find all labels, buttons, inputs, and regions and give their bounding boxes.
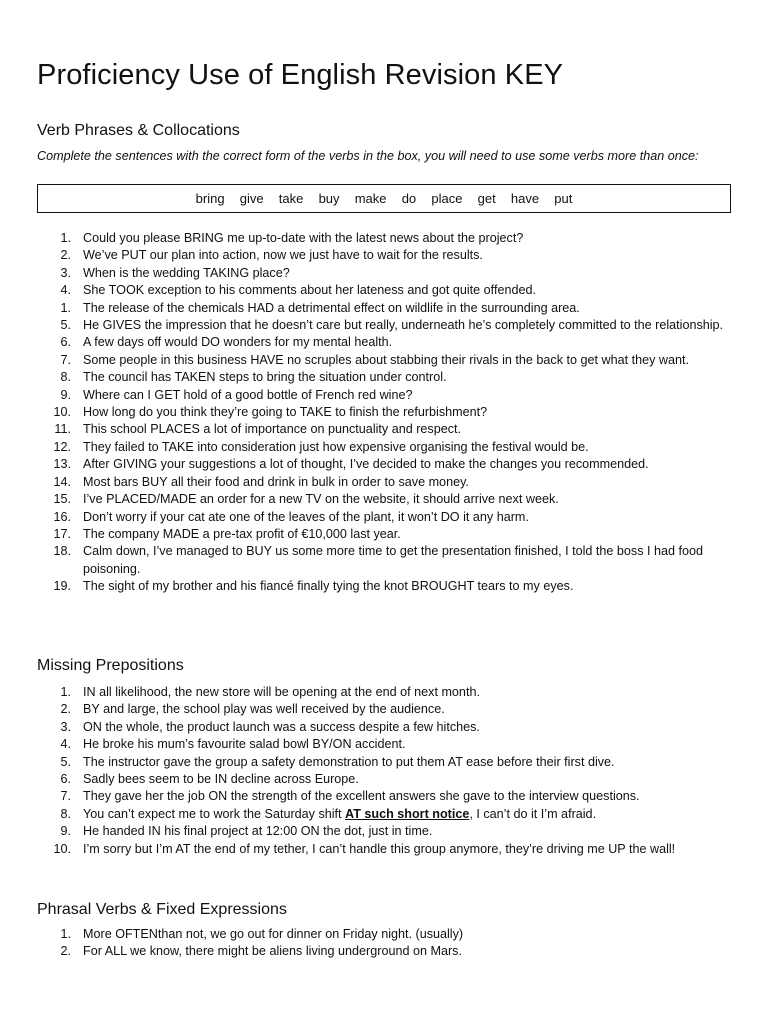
item-text: The company MADE a pre-tax profit of €10,000 last year.: [83, 526, 401, 541]
verb-phrases-list: [37, 230, 737, 596]
item-number: 1.: [60, 927, 71, 941]
item-text: A few days off would DO wonders for my mental health.: [83, 335, 393, 350]
list-item: [37, 771, 737, 788]
list-item: [37, 247, 737, 264]
item-number: 9.: [60, 824, 71, 839]
list-item: [37, 926, 737, 943]
word-box-item: get: [477, 191, 496, 206]
item-text-emphasis: AT such short notice: [345, 806, 470, 821]
word-box-item: bring: [195, 191, 225, 206]
word-box-item: put: [554, 191, 573, 206]
list-item: [37, 684, 737, 701]
instructions-text: Complete the sentences with the correct form of the verbs in the box, you will need to use some verbs more than once:: [37, 149, 699, 163]
item-number: 3.: [60, 719, 71, 734]
item-text: The instructor gave the group a safety demonstration to put them AT ease before their first dive.: [83, 754, 615, 769]
list-item: [37, 823, 737, 840]
item-text: ON the whole, the product launch was a success despite a few hitches.: [83, 719, 480, 734]
item-text: BY and large, the school play was well received by the audience.: [83, 702, 445, 717]
item-number: 4.: [60, 283, 71, 298]
list-item: [37, 456, 737, 473]
item-text: I’m sorry but I’m AT the end of my tether, I can’t handle this group anymore, they’re driving me UP the wall!: [83, 841, 676, 856]
item-text-before: You can’t expect me to work the Saturday shift: [83, 806, 346, 821]
list-item: [37, 439, 737, 456]
item-number: 2.: [60, 702, 71, 717]
word-box-item: take: [278, 191, 304, 206]
item-text: This school PLACES a lot of importance on punctuality and respect.: [83, 422, 462, 437]
list-item: [37, 509, 737, 526]
list-item: [37, 300, 737, 317]
word-box-item: do: [401, 191, 417, 206]
item-text: How long do you think they’re going to TAKE to finish the refurbishment?: [83, 405, 488, 420]
section-heading-phrasal-verbs: Phrasal Verbs & Fixed Expressions: [37, 901, 287, 918]
word-box-item: give: [239, 191, 264, 206]
list-item: [37, 526, 737, 543]
list-item: [37, 491, 737, 508]
page-title: Proficiency Use of English Revision KEY: [37, 59, 564, 91]
list-item: [37, 474, 737, 491]
item-number: 10.: [53, 405, 71, 420]
item-number: 7.: [60, 789, 71, 804]
list-item: [37, 841, 737, 858]
list-item: [37, 282, 737, 299]
item-number: 6.: [60, 335, 71, 350]
section-heading-verb-phrases: Verb Phrases & Collocations: [37, 122, 240, 139]
item-number: 15.: [53, 492, 71, 507]
list-item: [37, 352, 737, 369]
list-item: [37, 701, 737, 718]
section-heading-missing-prepositions: Missing Prepositions: [37, 657, 184, 674]
item-number: 13.: [53, 457, 71, 472]
list-item: [37, 317, 737, 334]
item-number: 1.: [60, 685, 71, 699]
item-text: The release of the chemicals HAD a detrimental effect on wildlife in the surrounding area.: [83, 300, 580, 315]
list-item: [37, 943, 737, 960]
item-text: Could you please BRING me up-to-date with the latest news about the project?: [83, 231, 524, 245]
list-item: [37, 719, 737, 736]
item-number: 1.: [60, 300, 71, 315]
item-number: 8.: [60, 806, 71, 821]
item-number: 7.: [60, 352, 71, 367]
item-text: He broke his mum’s favourite salad bowl BY/ON accident.: [83, 737, 406, 752]
list-item: [37, 230, 737, 247]
item-text: I’ve PLACED/MADE an order for a new TV on the website, it should arrive next week.: [83, 492, 559, 507]
list-item: [37, 387, 737, 404]
list-item: [37, 578, 737, 595]
item-number: 1.: [60, 231, 71, 245]
item-text: Most bars BUY all their food and drink in bulk in order to save money.: [83, 474, 469, 489]
list-item: [37, 421, 737, 438]
item-number: 3.: [60, 265, 71, 280]
item-text: Sadly bees seem to be IN decline across Europe.: [83, 772, 359, 787]
item-text: He handed IN his final project at 12:00 ON the dot, just in time.: [83, 824, 433, 839]
item-number: 17.: [53, 526, 71, 541]
item-text: After GIVING your suggestions a lot of thought, I’ve decided to make the changes you recommended.: [83, 457, 649, 472]
list-item: [37, 788, 737, 805]
item-number: 14.: [53, 474, 71, 489]
item-text: She TOOK exception to his comments about her lateness and got quite offended.: [83, 283, 536, 298]
word-box-item: buy: [318, 191, 340, 206]
phrasal-verbs-list: [37, 926, 737, 961]
item-text: He GIVES the impression that he doesn’t care but really, underneath he’s completely committed to the relationship.: [83, 318, 724, 333]
list-item: [37, 543, 737, 578]
item-text: They gave her the job ON the strength of the excellent answers she gave to the interview questions.: [83, 789, 640, 804]
word-box-item: make: [354, 191, 387, 206]
item-number: 10.: [53, 841, 71, 856]
item-text-after: , I can’t do it I’m afraid.: [469, 806, 597, 821]
item-number: 2.: [60, 248, 71, 263]
item-number: 9.: [60, 387, 71, 402]
item-number: 4.: [60, 737, 71, 752]
list-item: [37, 754, 737, 771]
item-text: We’ve PUT our plan into action, now we just have to wait for the results.: [83, 248, 483, 263]
list-item: [37, 736, 737, 753]
item-number: 6.: [60, 772, 71, 787]
item-text: Some people in this business HAVE no scruples about stabbing their rivals in the back to get what they want.: [83, 352, 690, 367]
item-text: More OFTENthan not, we go out for dinner on Friday night. (usually): [83, 927, 464, 941]
list-item: [37, 369, 737, 386]
word-box-item: place: [431, 191, 463, 206]
list-item: [37, 265, 737, 282]
item-text: IN all likelihood, the new store will be opening at the end of next month.: [83, 685, 480, 699]
item-number: 18.: [53, 544, 71, 559]
item-text: The sight of my brother and his fiancé finally tying the knot BROUGHT tears to my eyes.: [83, 579, 574, 594]
missing-prepositions-list: [37, 684, 737, 858]
item-text: Calm down, I’ve managed to BUY us some more time to get the presentation finished, I told the boss I had food poisoning.: [83, 544, 704, 576]
word-box: [37, 184, 731, 213]
item-text: When is the wedding TAKING place?: [83, 265, 290, 280]
item-number: 12.: [53, 439, 71, 454]
list-item: [37, 404, 737, 421]
item-text: Don’t worry if your cat ate one of the leaves of the plant, it won’t DO it any harm.: [83, 509, 529, 524]
item-text: The council has TAKEN steps to bring the situation under control.: [83, 370, 447, 385]
item-text: Where can I GET hold of a good bottle of French red wine?: [83, 387, 413, 402]
item-number: 2.: [60, 944, 71, 959]
item-number: 5.: [60, 754, 71, 769]
item-text: For ALL we know, there might be aliens living underground on Mars.: [83, 944, 462, 959]
list-item: [37, 334, 737, 351]
word-box-item: have: [510, 191, 540, 206]
list-item: [37, 806, 737, 823]
item-number: 16.: [53, 509, 71, 524]
item-number: 5.: [60, 318, 71, 333]
item-number: 19.: [53, 579, 71, 594]
item-number: 8.: [60, 370, 71, 385]
item-number: 11.: [54, 422, 71, 437]
item-text: They failed to TAKE into consideration just how expensive organising the festival would be.: [83, 439, 589, 454]
